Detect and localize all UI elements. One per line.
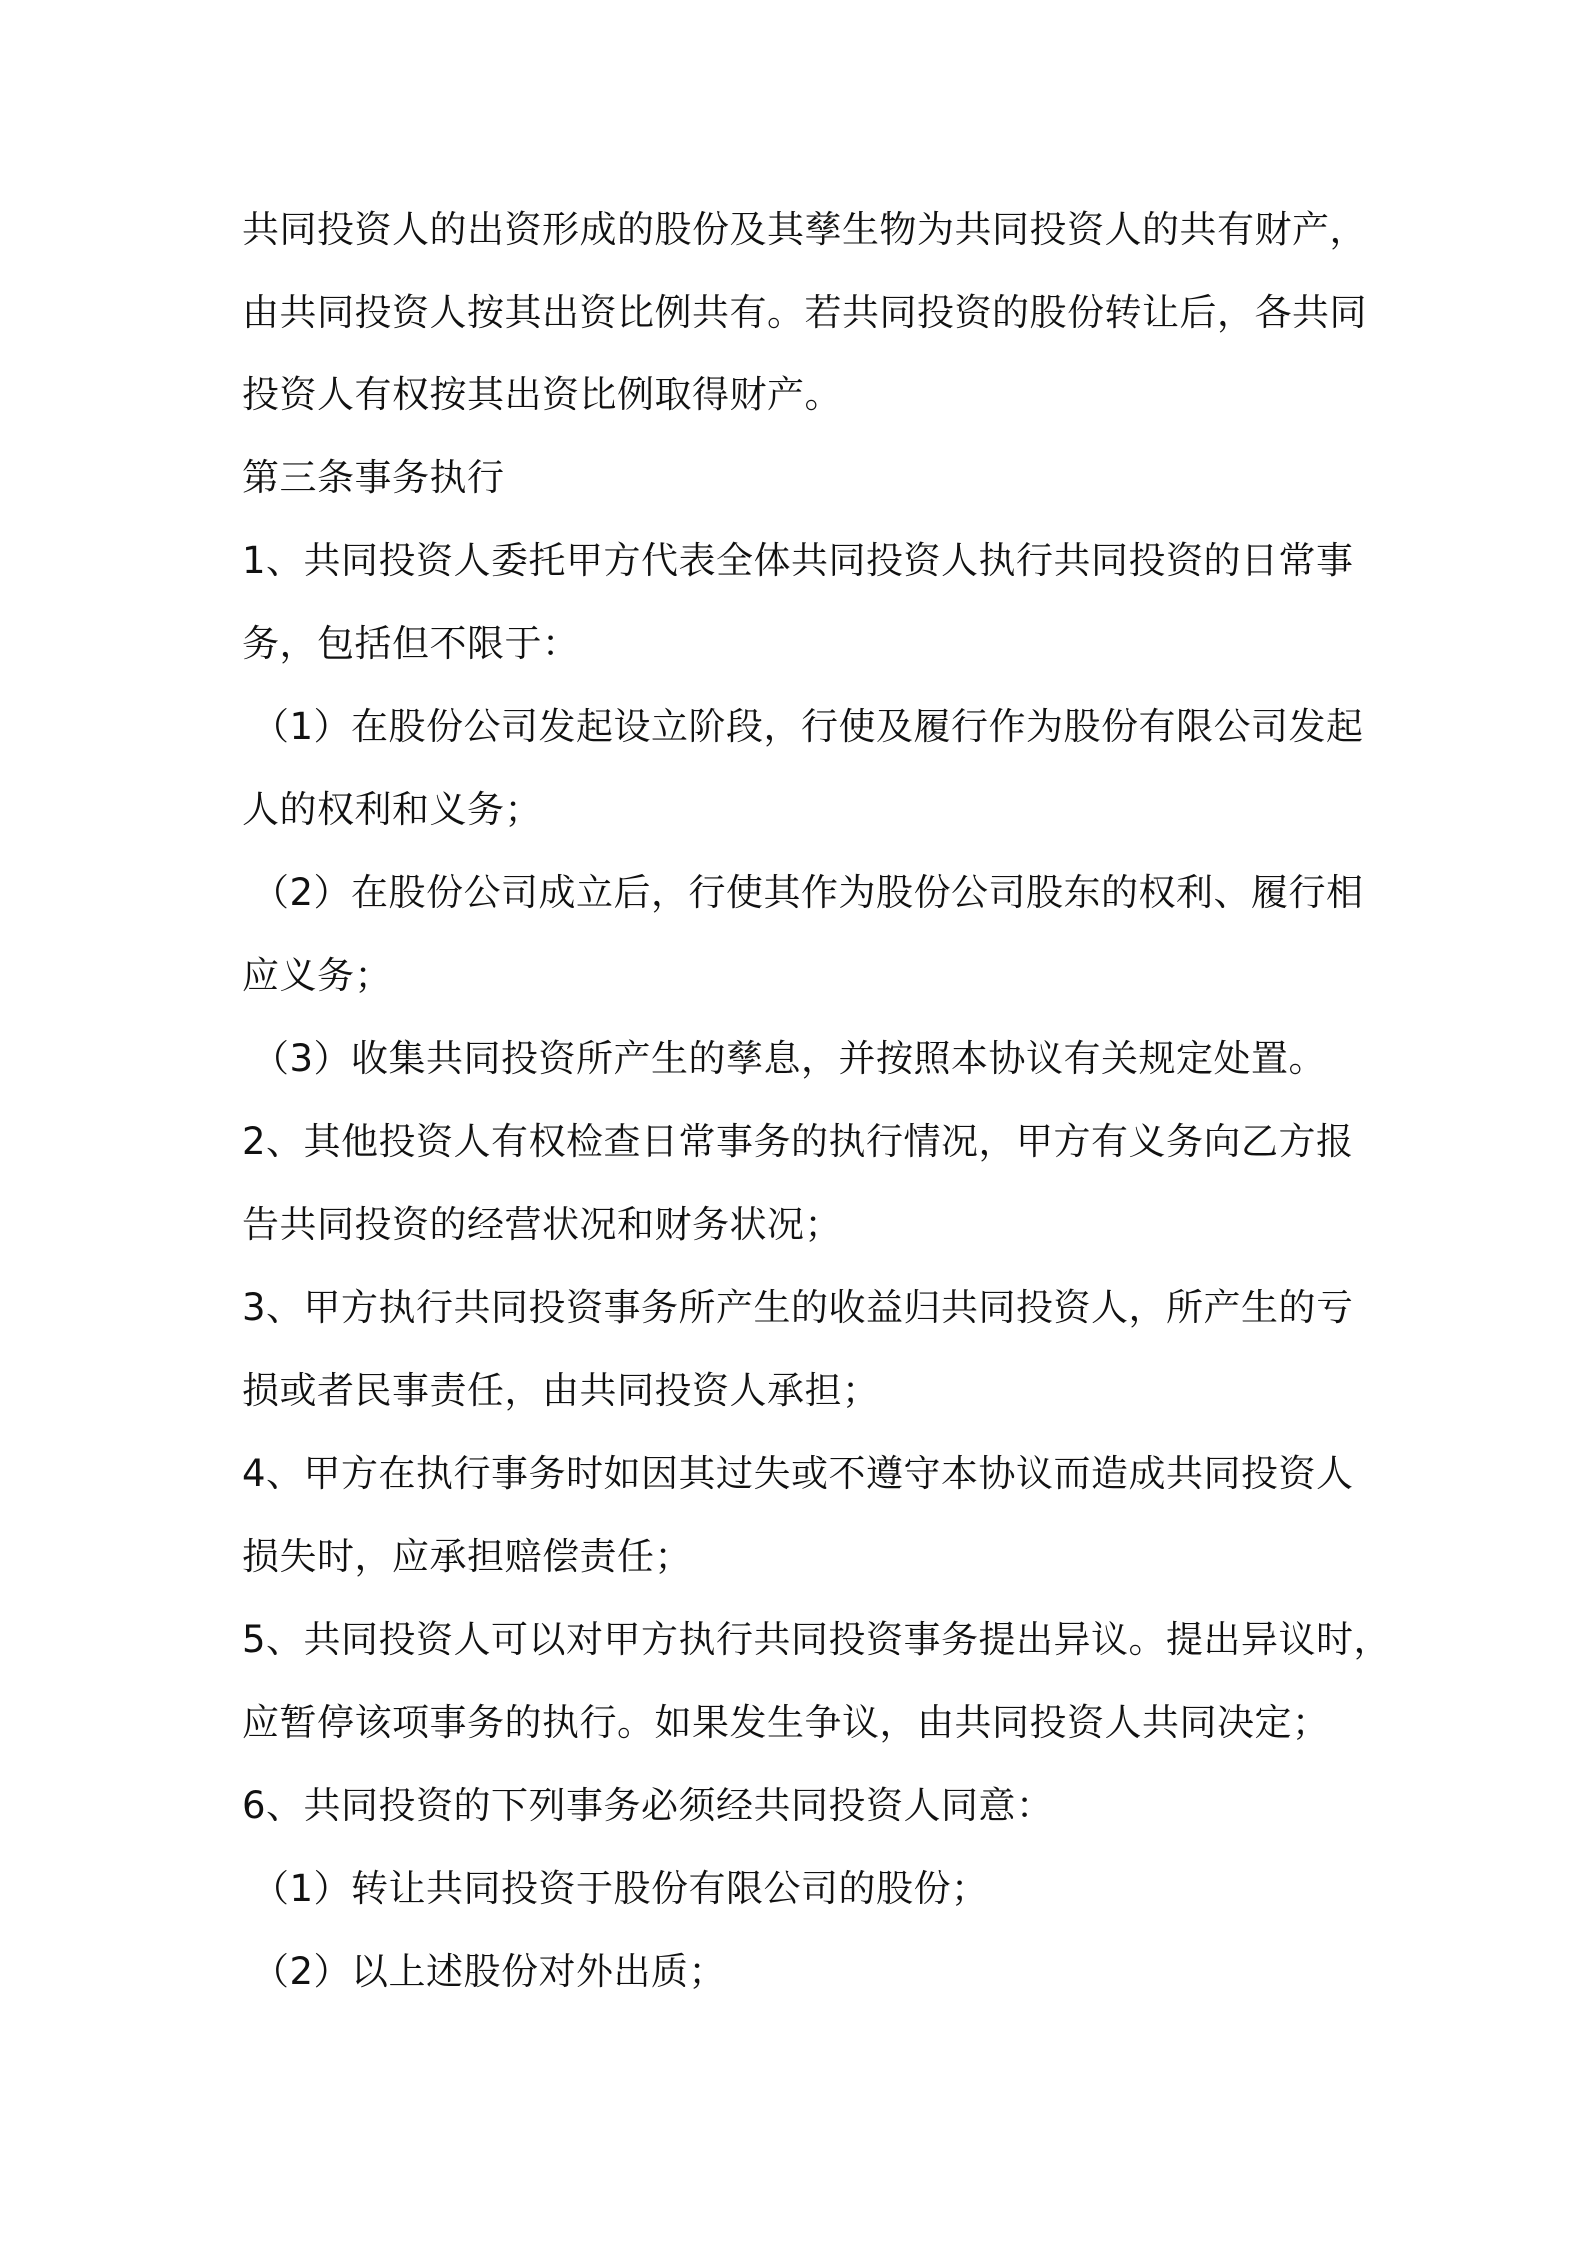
sub-item-line: （1）转让共同投资于股份有限公司的股份； [252, 1867, 989, 1910]
paragraph-line: 投资人有权按其出资比例取得财产。 [242, 373, 842, 416]
paragraph-line: 共同投资人的出资形成的股份及其孳生物为共同投资人的共有财产， [242, 208, 1367, 251]
list-item-line: 6、共同投资的下列事务必须经共同投资人同意： [242, 1784, 1054, 1827]
list-item-line: 告共同投资的经营状况和财务状况； [242, 1203, 842, 1246]
sub-item-line: （2）在股份公司成立后，行使其作为股份公司股东的权利、履行相 [252, 871, 1364, 914]
list-item-line: 损失时，应承担赔偿责任； [242, 1535, 692, 1578]
sub-item-line: （3）收集共同投资所产生的孳息，并按照本协议有关规定处置。 [252, 1037, 1327, 1080]
list-item-line: 应暂停该项事务的执行。如果发生争议，由共同投资人共同决定； [242, 1701, 1330, 1744]
list-item-line: 务，包括但不限于： [242, 622, 580, 665]
list-item-line: 2、其他投资人有权检查日常事务的执行情况，甲方有义务向乙方报 [242, 1120, 1354, 1163]
paragraph-line: 由共同投资人按其出资比例共有。若共同投资的股份转让后，各共同 [242, 291, 1367, 334]
section-heading: 第三条事务执行 [242, 456, 505, 499]
sub-item-line: （1）在股份公司发起设立阶段，行使及履行作为股份有限公司发起 [252, 705, 1364, 748]
list-item-line: 3、甲方执行共同投资事务所产生的收益归共同投资人，所产生的亏 [242, 1286, 1354, 1329]
sub-item-line: 应义务； [242, 954, 392, 997]
list-item-line: 4、甲方在执行事务时如因其过失或不遵守本协议而造成共同投资人 [242, 1452, 1354, 1495]
sub-item-line: 人的权利和义务； [242, 788, 542, 831]
list-item-line: 5、共同投资人可以对甲方执行共同投资事务提出异议。提出异议时， [242, 1618, 1392, 1661]
list-item-line: 损或者民事责任，由共同投资人承担； [242, 1369, 880, 1412]
list-item-line: 1、共同投资人委托甲方代表全体共同投资人执行共同投资的日常事 [242, 539, 1354, 582]
sub-item-line: （2）以上述股份对外出质； [252, 1950, 727, 1993]
